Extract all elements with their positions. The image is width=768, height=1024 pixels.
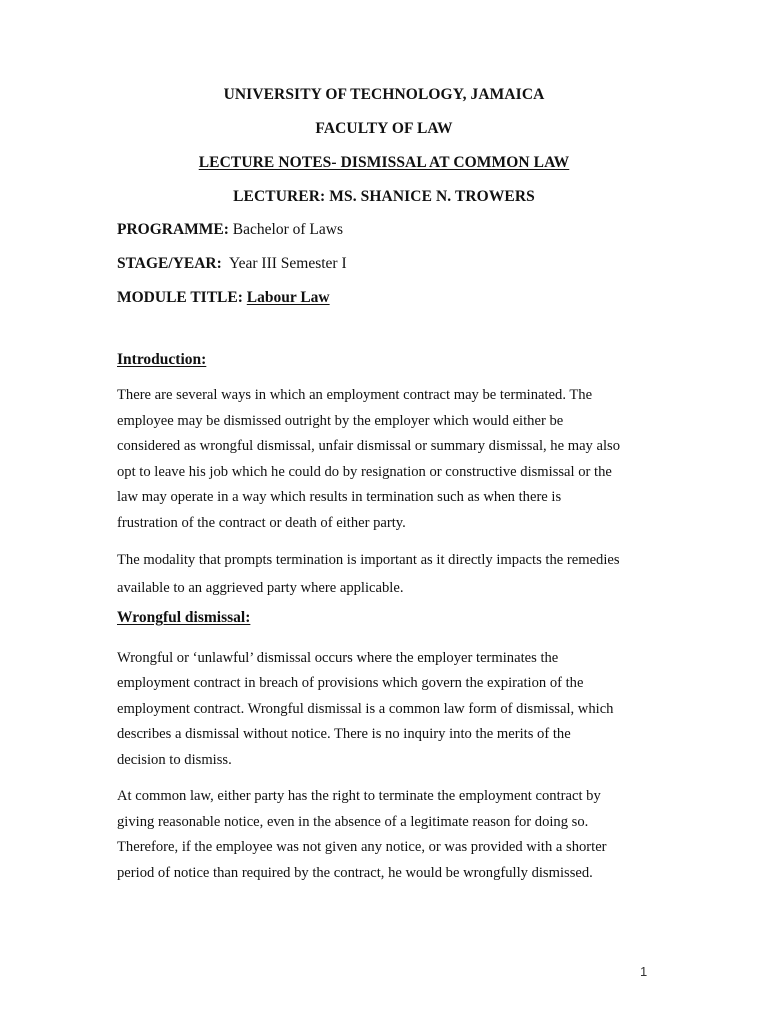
programme-label: PROGRAMME: — [117, 221, 229, 238]
paragraph-line: describes a dismissal without notice. There is no inquiry into the merits of the — [117, 726, 571, 743]
paragraph-line: opt to leave his job which he could do by resignation or constructive dismissal or the — [117, 463, 612, 480]
module-value: Labour Law — [246, 289, 330, 306]
paragraph-line: There are several ways in which an employment contract may be terminated. The — [117, 387, 593, 403]
programme-line — [117, 221, 343, 239]
stage-value: Year III Semester I — [221, 255, 347, 272]
paragraph-line: frustration of the contract or death of either party. — [117, 514, 406, 531]
paragraph-line: Therefore, if the employee was not given any notice, or was provided with a shorter — [117, 839, 607, 856]
wrongful-dismissal-paragraph-1 — [117, 646, 657, 773]
paragraph-line: employee may be dismissed outright by the employer which would either be — [117, 412, 564, 429]
university-title: UNIVERSITY OF TECHNOLOGY, JAMAICA — [223, 86, 545, 103]
paragraph-line: law may operate in a way which results in termination such as when there is — [117, 489, 562, 506]
paragraph-line: Wrongful or ‘unlawful’ dismissal occurs where the employer terminates the — [117, 650, 559, 666]
paragraph-line: available to an aggrieved party where applicable. — [117, 580, 404, 596]
paragraph-line: considered as wrongful dismissal, unfair dismissal or summary dismissal, he may also — [117, 438, 621, 455]
wrongful-dismissal-heading: Wrongful dismissal: — [117, 609, 251, 626]
paragraph-line: decision to dismiss. — [117, 751, 232, 768]
introduction-paragraph-2 — [117, 546, 657, 602]
paragraph-line: employment contract. Wrongful dismissal is a common law form of dismissal, which — [117, 700, 614, 717]
page-number: 1 — [640, 964, 648, 979]
paragraph-line: At common law, either party has the right to terminate the employment contract by — [117, 788, 601, 804]
paragraph-line: period of notice than required by the contract, he would be wrongfully dismissed. — [117, 864, 593, 881]
introduction-heading: Introduction: — [117, 351, 207, 368]
lecturer-line: LECTURER: MS. SHANICE N. TROWERS — [233, 188, 535, 205]
paragraph-line: The modality that prompts termination is important as it directly impacts the remedies — [117, 552, 620, 568]
introduction-paragraph-1 — [117, 383, 657, 537]
wrongful-dismissal-paragraph-2 — [117, 784, 657, 886]
module-line — [117, 289, 330, 307]
stage-label: STAGE/YEAR: — [117, 255, 222, 272]
programme-value: Bachelor of Laws — [228, 221, 343, 238]
paragraph-line: employment contract in breach of provisions which govern the expiration of the — [117, 675, 584, 692]
paragraph-line: giving reasonable notice, even in the absence of a legitimate reason for doing so. — [117, 813, 589, 830]
faculty-title: FACULTY OF LAW — [315, 120, 453, 137]
stage-line — [117, 255, 347, 273]
lecture-notes-title: LECTURE NOTES- DISMISSAL AT COMMON LAW — [198, 154, 570, 171]
module-label: MODULE TITLE: — [117, 289, 243, 306]
